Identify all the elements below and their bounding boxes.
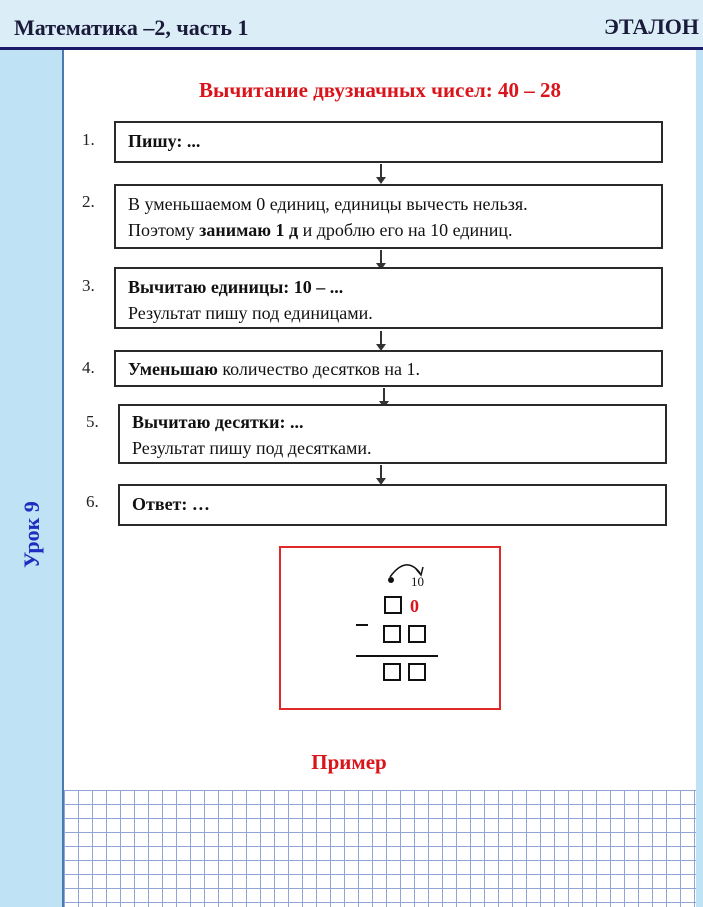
minuend-units-zero: 0 bbox=[410, 596, 419, 616]
reference-label: ЭТАЛОН bbox=[604, 14, 700, 39]
step-4-rest: количество десятков на 1. bbox=[217, 359, 420, 379]
step-2-line1: В уменьшаемом 0 единиц, единицы вычесть нельзя. bbox=[128, 194, 528, 214]
arrow-down-icon bbox=[380, 250, 382, 264]
step-2-box bbox=[114, 184, 663, 249]
page-header bbox=[0, 0, 703, 50]
step-2-line2-a: Поэтому bbox=[128, 220, 200, 240]
book-title: Математика –2, часть 1 bbox=[14, 15, 249, 40]
step-5-line1 bbox=[132, 409, 653, 435]
arrow-down-icon bbox=[383, 388, 385, 402]
step-6-number: 6. bbox=[86, 492, 99, 511]
exercise-grid bbox=[64, 790, 696, 907]
step-2-line2-bold: занимаю 1 д bbox=[199, 220, 299, 240]
minuend-tens-cell bbox=[384, 596, 402, 614]
borrow-dot bbox=[388, 577, 394, 583]
subtrahend-tens-cell bbox=[383, 625, 401, 643]
lesson-number-label: Урок 9 bbox=[19, 501, 44, 569]
step-5-line1-bold: Вычитаю десятки: ... bbox=[132, 412, 304, 432]
step-1-number: 1. bbox=[82, 130, 95, 149]
step-3-line1-bold: Вычитаю единицы bbox=[128, 277, 284, 297]
sidebar bbox=[0, 50, 64, 907]
step-4-bold: Уменьшаю bbox=[128, 359, 218, 379]
borrow-ten-label: 10 bbox=[411, 574, 424, 589]
step-3-line2: Результат пишу под единицами. bbox=[128, 303, 373, 323]
step-1-box bbox=[114, 121, 663, 163]
step-6-box bbox=[118, 484, 667, 526]
step-2-number: 2. bbox=[82, 192, 95, 211]
arrow-down-icon bbox=[380, 331, 382, 345]
subtrahend-units-cell bbox=[408, 625, 426, 643]
step-5-line2: Результат пишу под десятками. bbox=[132, 438, 372, 458]
step-3-box bbox=[114, 267, 663, 329]
result-line bbox=[356, 655, 438, 657]
step-4-number: 4. bbox=[82, 358, 95, 377]
step-6-bold: Ответ: … bbox=[132, 494, 210, 514]
step-2-line2 bbox=[128, 217, 649, 243]
step-3-number: 3. bbox=[82, 276, 95, 295]
step-5-box bbox=[118, 404, 667, 464]
step-5-number: 5. bbox=[86, 412, 99, 431]
lesson-title: Вычитание двузначных чисел: 40 – 28 bbox=[198, 78, 562, 102]
right-border bbox=[696, 50, 703, 907]
minus-sign bbox=[356, 624, 368, 626]
arrow-down-icon bbox=[380, 465, 382, 479]
result-tens-cell bbox=[383, 663, 401, 681]
step-1-bold: Пишу: ... bbox=[128, 131, 201, 151]
example-label: Пример bbox=[311, 750, 387, 774]
step-3-line1-rest: : 10 – ... bbox=[283, 277, 344, 297]
step-2-line2-b: и дроблю его на 10 единиц. bbox=[298, 220, 513, 240]
step-4-box bbox=[114, 350, 663, 387]
result-units-cell bbox=[408, 663, 426, 681]
step-3-line1 bbox=[128, 274, 649, 300]
arrow-down-icon bbox=[380, 164, 382, 178]
